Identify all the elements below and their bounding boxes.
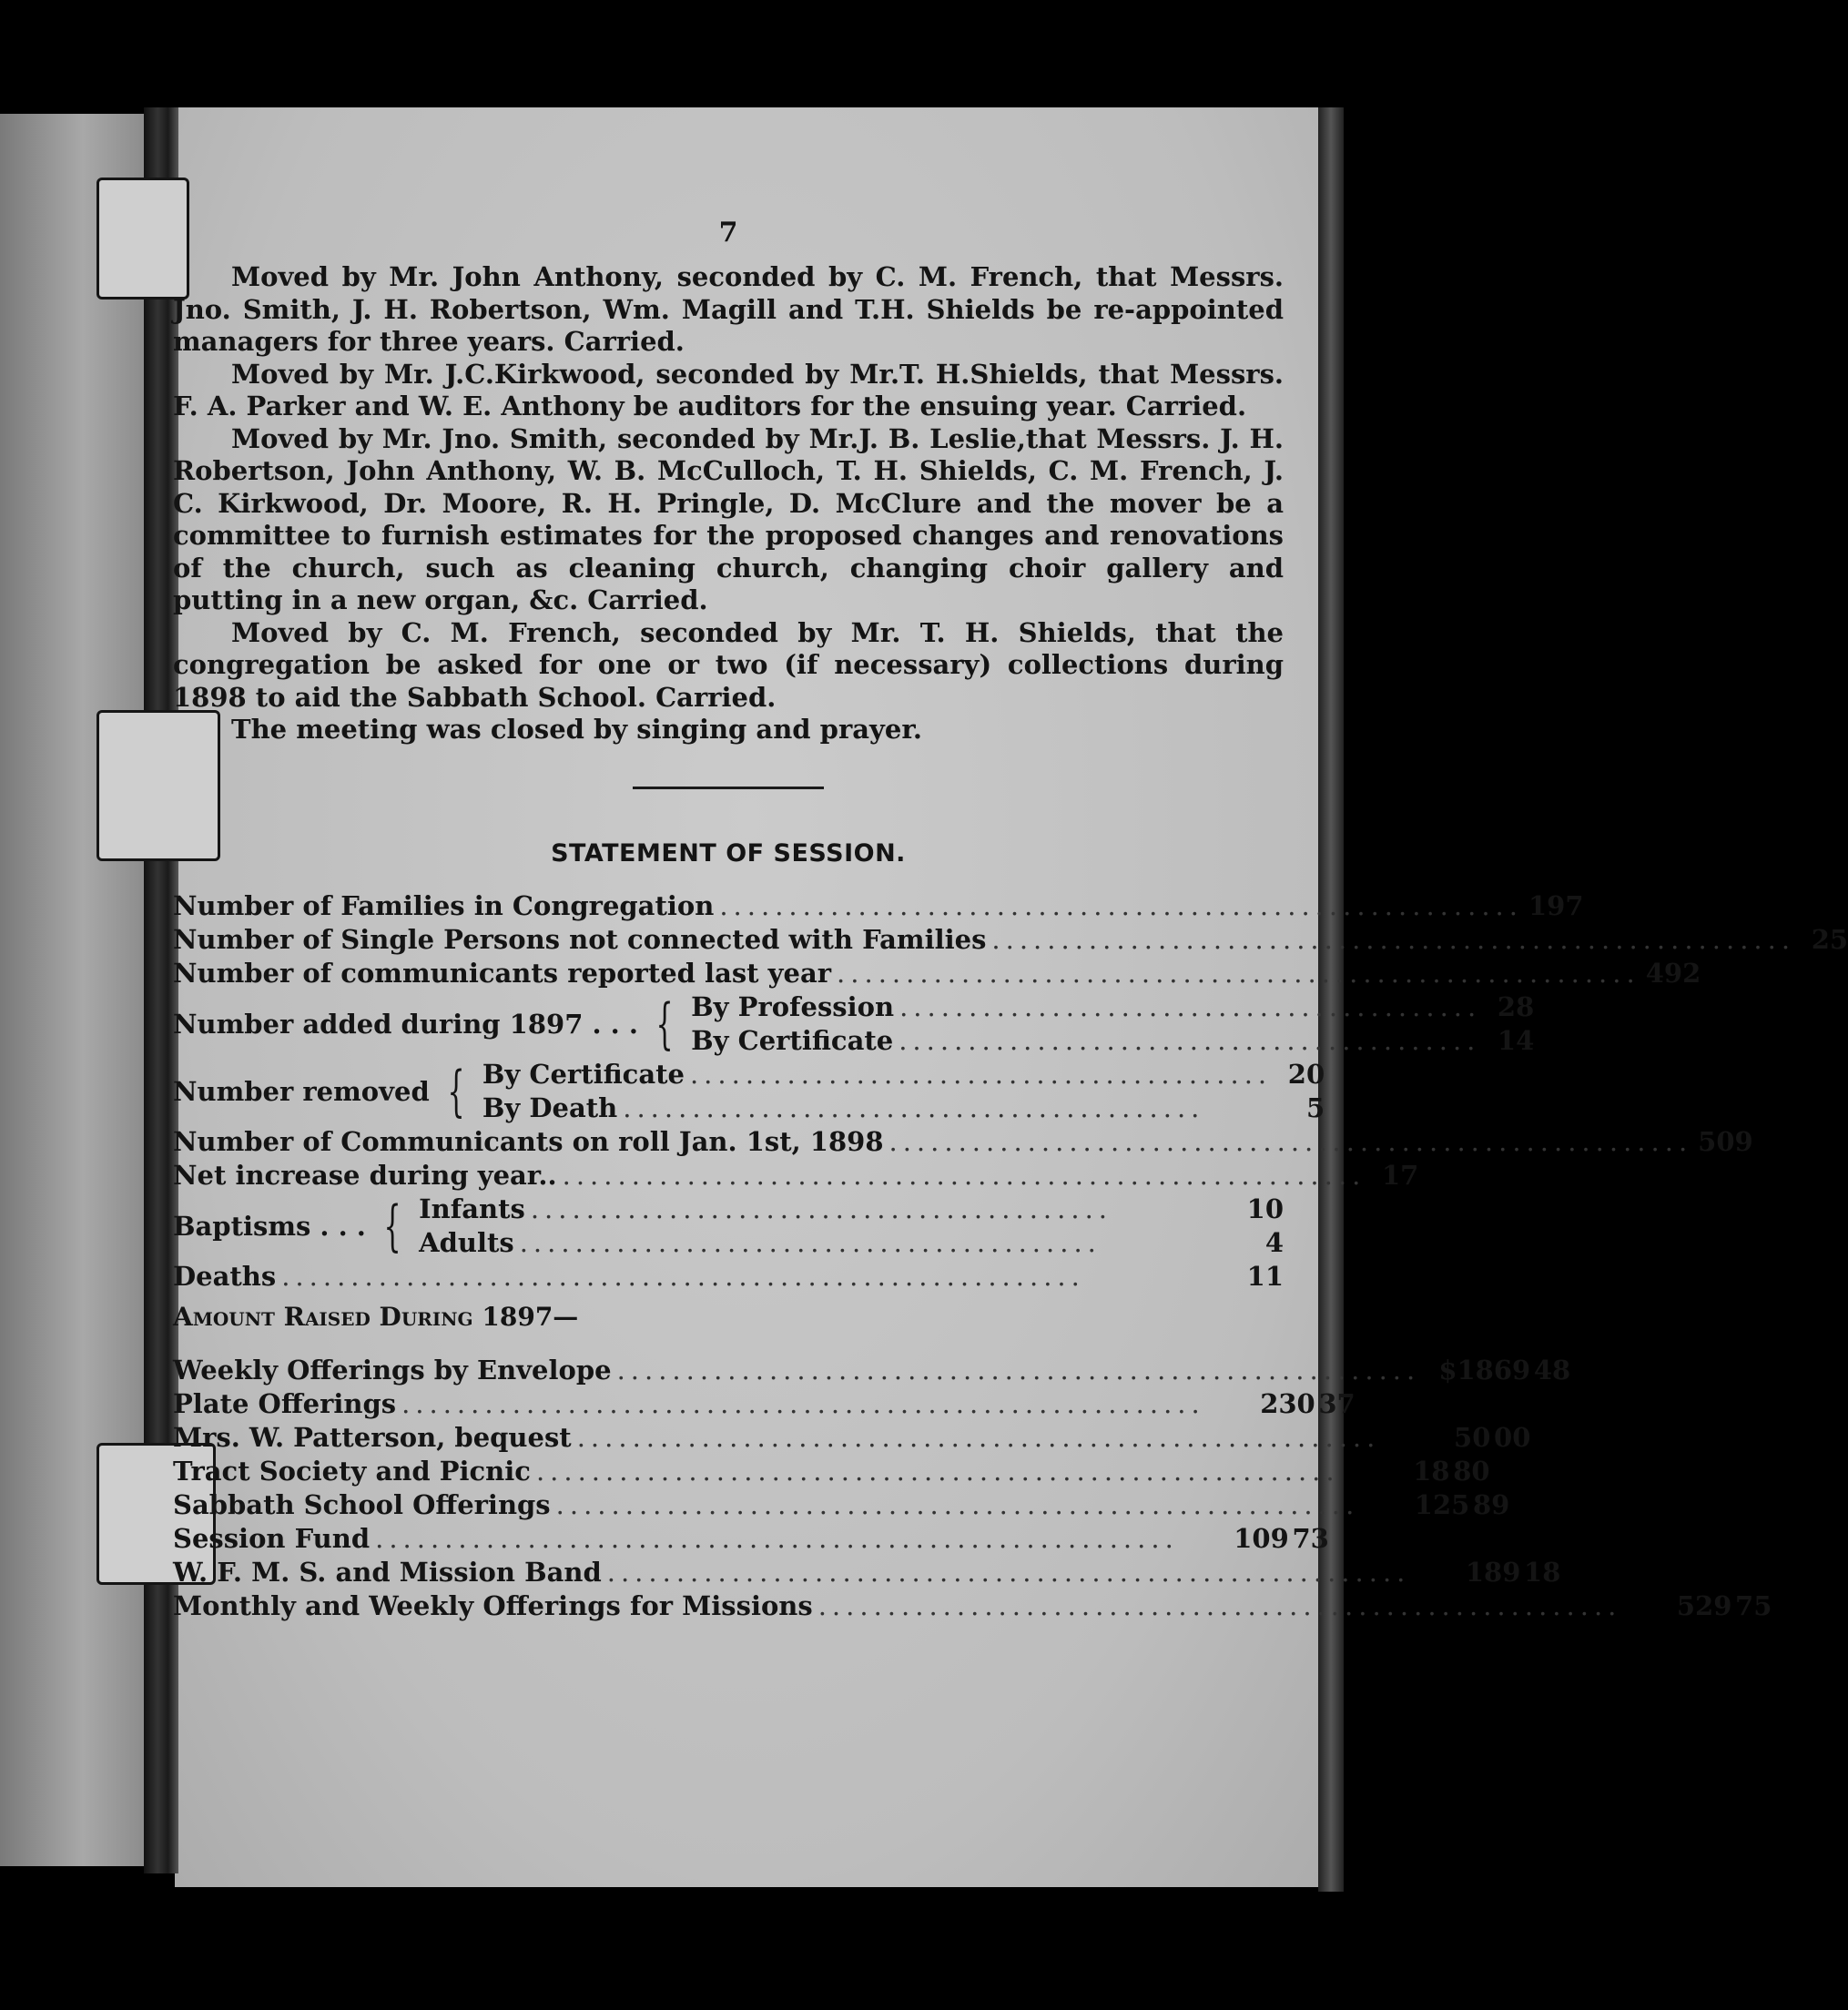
leader-dots: ..........................................: [899, 990, 1482, 1022]
section-divider: [633, 787, 824, 789]
page-content: [173, 127, 1848, 1623]
leader-dots: ..........................................................: [562, 1159, 1366, 1191]
amount-raised-list: [173, 1354, 1772, 1623]
leader-dots: ..........................................: [530, 1193, 1113, 1224]
amount-dollars: 230: [1260, 1387, 1315, 1419]
stat-row-families: [173, 889, 1584, 923]
stat-row-removed-by-certificate: [482, 1058, 1325, 1091]
leader-dots: ..........................................................: [555, 1488, 1360, 1520]
stat-row-on-roll: [173, 1125, 1753, 1159]
amount-cents: 89: [1472, 1488, 1510, 1520]
stat-label: By Profession: [691, 990, 895, 1022]
stat-value: 25: [1811, 923, 1848, 955]
leader-dots: ..........................................................: [817, 1589, 1622, 1621]
leader-dots: ..........................................................: [401, 1387, 1205, 1419]
amount-dollars: 529: [1676, 1589, 1732, 1621]
stat-label: Infants: [419, 1193, 525, 1224]
motion-3: Moved by Mr. Jno. Smith, seconded by Mr.J. B. Leslie,that Messrs. J. H. Robertson, John Anthony, W. B. McCulloch, T. H. Shields, C. M. French, J. C. Kirkwood, Dr. Moore, R. H. Pringle, D. McClure and the mover be a committee to furnish estimates for the proposed changes and renovations of the church, such as cleaning church, changing choir gallery and putting in a new organ, &c. Carried.: [173, 422, 1284, 615]
stat-value: 17: [1381, 1159, 1419, 1191]
group-items: [419, 1193, 1284, 1260]
stat-row-by-certificate: [691, 1024, 1534, 1058]
leader-dots: ..........................................: [519, 1226, 1102, 1258]
page-number: 7: [718, 217, 738, 249]
amount-cents: 18: [1524, 1556, 1561, 1588]
stat-label: Deaths: [173, 1260, 277, 1292]
amount-row: [173, 1522, 1329, 1556]
leader-dots: ..........................................................: [281, 1260, 1085, 1292]
group-items: [691, 990, 1534, 1058]
leader-dots: ..........................................................: [837, 957, 1640, 989]
motion-1: Moved by Mr. John Anthony, seconded by C. M. French, that Messrs. Jno. Smith, J. H. Robertson, Wm. Magill and T.H. Shields be re-appointed managers for three years. Carried.: [173, 261, 1284, 357]
amount-row: [173, 1589, 1772, 1623]
stat-label: Adults: [419, 1226, 514, 1258]
stat-value: 509: [1698, 1125, 1753, 1157]
stat-value: 28: [1497, 990, 1535, 1022]
amount-dollars: 18: [1413, 1455, 1450, 1487]
amount-cents: 00: [1494, 1421, 1531, 1453]
leader-dots: ..........................................................: [576, 1421, 1381, 1453]
group-label: Number removed: [173, 1075, 430, 1107]
stat-value: 14: [1497, 1024, 1535, 1056]
stat-group-baptisms: [173, 1193, 1284, 1260]
stat-row-by-profession: [691, 990, 1534, 1024]
amount-row: [173, 1556, 1561, 1589]
leader-dots: ..........................................: [623, 1091, 1205, 1123]
amount-dollars: 125: [1414, 1488, 1470, 1520]
facing-page-edge: [0, 114, 150, 1866]
stat-label: By Certificate: [482, 1058, 685, 1090]
amount-cents: 48: [1533, 1354, 1571, 1386]
amount-label: W. F. M. S. and Mission Band: [173, 1556, 602, 1588]
amount-label: Weekly Offerings by Envelope: [173, 1354, 612, 1386]
stat-value: 492: [1645, 957, 1701, 989]
leader-dots: ..........................................................: [606, 1556, 1411, 1588]
amount-value: [1211, 1387, 1356, 1421]
stat-value: 5: [1305, 1091, 1325, 1123]
stat-value: 197: [1528, 889, 1584, 921]
amount-label: Mrs. W. Patterson, bequest: [173, 1421, 572, 1453]
stat-group-removed: [173, 1058, 1325, 1125]
brace-glyph: {: [447, 1059, 465, 1123]
amount-row: [173, 1387, 1356, 1421]
amount-value: [1627, 1589, 1772, 1623]
leader-dots: ..........................................................: [719, 889, 1523, 921]
leader-dots: ..........................................................: [375, 1522, 1179, 1554]
brace-glyph: {: [655, 991, 674, 1056]
amount-row: [173, 1354, 1571, 1387]
leader-dots: ..........................................................: [616, 1354, 1421, 1386]
stat-row-adults: [419, 1226, 1284, 1260]
leader-dots: ..........................................: [899, 1024, 1481, 1056]
amount-row: [173, 1421, 1531, 1455]
stat-value: 20: [1287, 1058, 1325, 1090]
meeting-closed: The meeting was closed by singing and prayer.: [231, 714, 923, 745]
amount-cents: 80: [1453, 1455, 1490, 1487]
stat-label: Number of Communicants on roll Jan. 1st, 1898: [173, 1125, 884, 1157]
amount-dollars: 50: [1454, 1421, 1491, 1453]
amount-label: Sabbath School Offerings: [173, 1488, 551, 1520]
stat-row-infants: [419, 1193, 1284, 1226]
brace-glyph: {: [383, 1193, 401, 1258]
leader-dots: ..........................................................: [535, 1455, 1340, 1487]
stat-row-net-increase: [173, 1159, 1419, 1193]
stat-label: By Certificate: [691, 1024, 894, 1056]
motion-2: Moved by Mr. J.C.Kirkwood, seconded by Mr.T. H.Shields, that Messrs. F. A. Parker and W. E. Anthony be auditors for the ensuing year. Carried.: [173, 358, 1284, 421]
motion-4: Moved by C. M. French, seconded by Mr. T. H. Shields, that the congregation be asked for one or two (if necessary) collections during 1898 to aid the Sabbath School. Carried.: [173, 616, 1284, 713]
stat-row-by-death: [482, 1091, 1325, 1125]
stat-value: 10: [1246, 1193, 1284, 1224]
stat-label: Number of Families in Congregation: [173, 889, 715, 921]
amount-value: [1365, 1488, 1510, 1522]
amount-value: [1426, 1354, 1571, 1387]
group-label: Number added during 1897 . . .: [173, 1008, 638, 1040]
stat-label: Net increase during year..: [173, 1159, 557, 1191]
amount-dollars: 189: [1465, 1556, 1521, 1588]
amount-label: Plate Offerings: [173, 1387, 397, 1419]
stat-label: Number of communicants reported last year: [173, 957, 832, 989]
amount-cents: 37: [1318, 1387, 1356, 1419]
stat-label: Number of Single Persons not connected with Families: [173, 923, 987, 955]
amount-cents: 75: [1735, 1589, 1772, 1621]
amount-value: [1184, 1522, 1329, 1556]
amount-row: [173, 1455, 1490, 1488]
amount-label: Session Fund: [173, 1522, 371, 1554]
leader-dots: ..........................................................: [888, 1125, 1693, 1157]
amount-row: [173, 1488, 1510, 1522]
stat-row-single-persons: [173, 923, 1848, 957]
amount-cents: 73: [1292, 1522, 1329, 1554]
stat-group-added: [173, 990, 1535, 1058]
amount-label: Monthly and Weekly Offerings for Missions: [173, 1589, 813, 1621]
stat-value: 4: [1264, 1226, 1284, 1258]
statement-heading: STATEMENT OF SESSION.: [551, 838, 906, 868]
stat-label: By Death: [482, 1091, 618, 1123]
group-items: [482, 1058, 1325, 1125]
amount-raised-heading: Amount Raised During 1897—: [173, 1301, 579, 1332]
leader-dots: ..........................................................: [991, 923, 1796, 955]
group-label: Baptisms . . .: [173, 1210, 366, 1242]
leader-dots: ..........................................: [689, 1058, 1273, 1090]
stat-row-deaths: [173, 1260, 1284, 1294]
amount-value: [1416, 1556, 1561, 1589]
stat-value: 11: [1246, 1260, 1284, 1292]
amount-value: [1386, 1421, 1531, 1455]
stat-row-communicants-last-year: [173, 957, 1701, 990]
amount-dollars: $1869: [1438, 1354, 1531, 1386]
amount-label: Tract Society and Picnic: [173, 1455, 531, 1487]
amount-value: [1345, 1455, 1490, 1488]
amount-dollars: 109: [1234, 1522, 1289, 1554]
